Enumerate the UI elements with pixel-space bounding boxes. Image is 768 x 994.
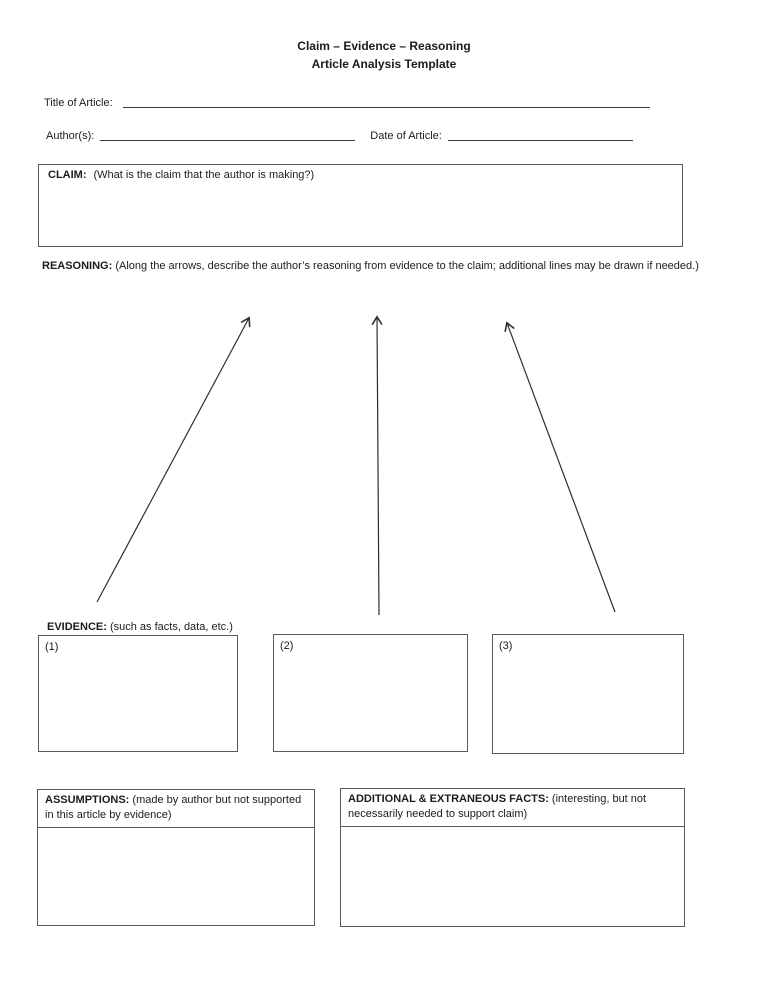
reasoning-hint: (Along the arrows, describe the author’s reasoning from evidence to the claim; additional lines may be drawn if needed.) [115,260,699,272]
evidence-box-3-input-area[interactable] [499,654,677,734]
evidence-heading [47,620,233,635]
date-of-article-label: Date of Article: [370,130,442,142]
additional-facts-label: ADDITIONAL & EXTRANEOUS FACTS: [348,793,549,805]
evidence-label: EVIDENCE: [47,621,107,633]
evidence-box-1-input-area[interactable] [45,655,231,735]
title-of-article-label: Title of Article: [44,97,113,109]
evidence-hint: (such as facts, data, etc.) [109,621,233,633]
additional-facts-hint: (interesting, but not necessarily needed to support claim) [348,793,647,820]
claim-box [38,164,683,247]
evidence-box-3[interactable] [492,634,684,754]
claim-label: CLAIM: [48,169,87,181]
document-title-line2: Article Analysis Template [311,57,457,71]
reasoning-arrow-3 [507,323,615,612]
title-of-article-row [44,95,650,111]
additional-facts-input-area[interactable] [341,827,684,926]
author-date-row [46,128,633,144]
evidence-box-1-number: (1) [45,641,59,653]
claim-hint: (What is the claim that the author is making?) [93,169,315,181]
additional-facts-box [340,788,685,927]
date-of-article-input[interactable] [448,128,633,141]
authors-label: Author(s): [46,130,95,142]
evidence-box-1[interactable] [38,635,238,752]
reasoning-arrow-1 [97,318,249,602]
assumptions-box [37,789,315,926]
reasoning-label: REASONING: [42,260,113,272]
claim-input-area[interactable] [48,183,673,233]
additional-facts-header [341,789,684,827]
evidence-box-3-number: (3) [499,640,513,652]
document-title-line1: Claim – Evidence – Reasoning [297,39,471,53]
assumptions-input-area[interactable] [38,828,314,925]
authors-input[interactable] [100,128,355,141]
evidence-box-2-input-area[interactable] [280,654,461,734]
assumptions-label: ASSUMPTIONS: [45,794,130,806]
assumptions-header [38,790,314,828]
evidence-box-2[interactable] [273,634,468,752]
reasoning-instructions [42,259,704,274]
assumptions-hint: (made by author but not supported in this article by evidence) [45,794,302,821]
evidence-box-2-number: (2) [280,640,294,652]
title-of-article-input[interactable] [123,95,650,108]
reasoning-arrow-2 [377,317,379,615]
